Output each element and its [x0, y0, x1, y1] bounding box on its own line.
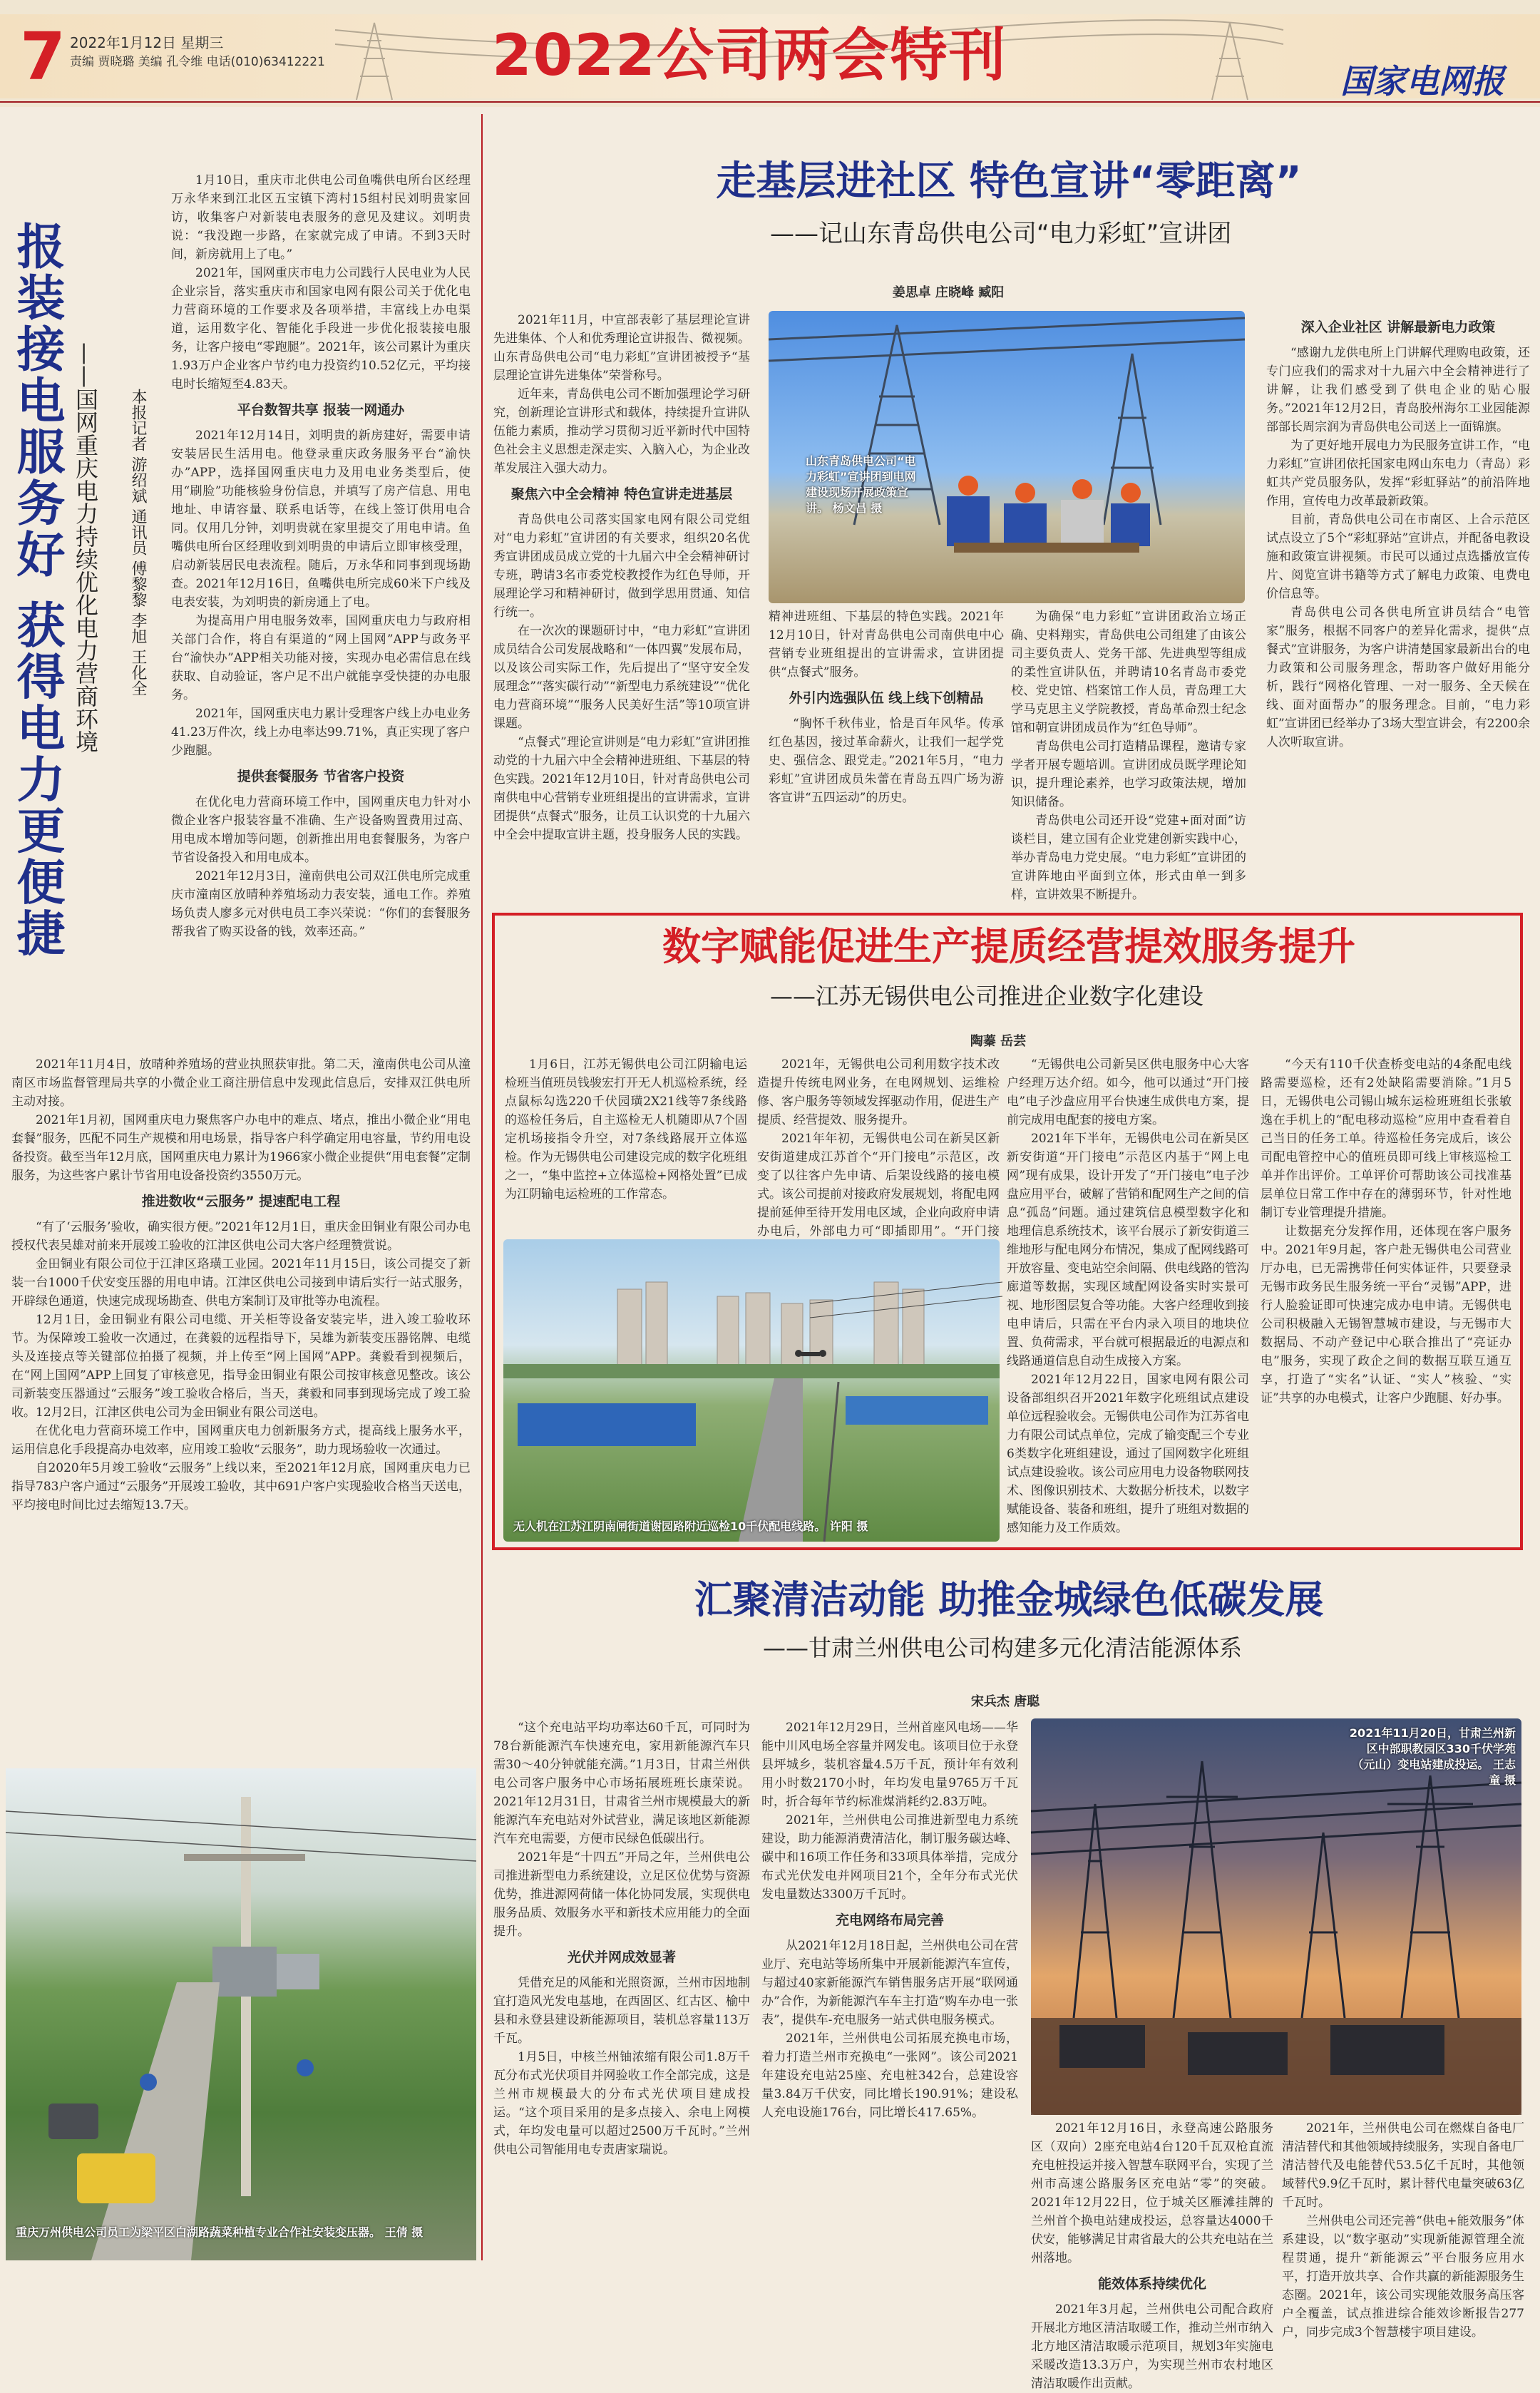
article-paragraph: 2021年，国网重庆电力累计受理客户线上办电业务41.23万件次，线上办电率达99.71%，真正实现了客户少跑腿。: [171, 707, 471, 758]
left-article-photo: [6, 1768, 476, 2260]
article-paragraph: 凭借充足的风能和光照资源，兰州市因地制宜打造风光发电基地，在西固区、红古区、榆中县和永登县建设新能源项目，装机总容量113万千瓦。: [493, 1976, 750, 2046]
article-paragraph: 1月5日，中核兰州铀浓缩有限公司1.8万千瓦分布式光伏项目并网验收工作全部完成，这是兰州市规模最大的分布式光伏项目建成投运。“这个项目采用的是多点接入、余电上网模式，年均发电量可以超过2500万千瓦时。”兰州供电公司智能用电专责唐家瑞说。: [493, 2050, 750, 2157]
header-editors: 责编 贾晓璐 美编 孔令维 电话(010)63412221: [70, 55, 325, 69]
wuxi-col1: [505, 1055, 747, 1234]
drone-city-graphic: [503, 1239, 1000, 1542]
section-title: 平台数智共享 报装一网通办: [237, 402, 405, 418]
lanzhou-col4: [1282, 2119, 1524, 2340]
article-paragraph: 金田铜业有限公司位于江津区珞璜工业园。2021年11月15日，该公司提交了新装一台1000千伏安变压器的用电申请。江津区供电公司接到申请后实行一站式服务，开辟绿色通道，快速完成现场勘查、供电方案制订及审批等办电流程。: [11, 1257, 471, 1308]
lanzhou-headline: 汇聚清洁动能 助推金城绿色低碳发展: [694, 1577, 1324, 1622]
article-paragraph: 2021年，兰州供电公司在燃煤自备电厂清洁替代和其他领域持续服务，实现自备电厂清洁替代及电能替代53.5亿千瓦时，其他领域替代9.9亿千瓦时，累计替代电量突破63亿千瓦时。: [1282, 2121, 1524, 2210]
header-rule: [0, 101, 1540, 103]
section-title: 提供套餐服务 节省客户投资: [237, 769, 405, 784]
article-paragraph: 2021年下半年，无锡供电公司在新吴区新安街道“开门接电”示范区内基于“网上电网”现有成果，设计开发了“开门接电”电子沙盘应用平台，破解了营销和配网生产之间的信息“孤岛”问题。通过建筑信息模型数字化和地理信息系统技术，该平台展示了新安街道三维地形与配电网分布情况，集成了配网线路可开放容量、变电站空余间隔、供电线路的管沟廊道等数据，实现区域配网设备实时实景可视、地形图层复合等功能。大客户经理收到接电申请后，只需在平台内录入项目的地块位置、负荷需求，平台就可根据最近的电源点和线路通道信息自动生成接入方案。: [1007, 1132, 1249, 1368]
wuxi-col4: [1261, 1055, 1511, 1540]
article-paragraph: “有了‘云服务’验收，确实很方便。”2021年12月1日，重庆金田铜业有限公司办电授权代表吴雄对前来开展竣工验收的江津区供电公司大客户经理赞赏说。: [11, 1220, 471, 1253]
article-paragraph: 为确保“电力彩虹”宣讲团政治立场正确、史料翔实，青岛供电公司组建了由该公司主要负责人、党务干部、先进典型等组成的柔性宣讲队伍，并聘请10名青岛市委党校、党史馆、档案馆工作人员，青岛理工大学马克思主义学院教授，青岛革命烈士纪念馆和朝宣讲团成员作为“红色导师”。: [1011, 610, 1246, 735]
article-paragraph: 1月6日，江苏无锡供电公司江阴输电运检班当值班员钱骏宏打开无人机巡检系统，经点鼠标勾选220千伏园璜2X21线等7条线路的巡检任务后，自主巡检无人机随即从7个固定机场接指令升空，对7条线路展开立体巡检。作为无锡供电公司建设完成的数字化班组之一，“集中监控+立体巡检+网格处置”已成为江阴输电运检班的工作常态。: [505, 1057, 747, 1201]
qingdao-col1: [493, 311, 750, 903]
section-title: 充电网络布局完善: [835, 1912, 944, 1928]
article-paragraph: “今天有110千伏查桥变电站的4条配电线路需要巡检，还有2处缺陷需要消除。”1月5日，无锡供电公司锡山城东运检班班组长张敏逸在手机上的“配电移动巡检”应用中查看着自己当日的任务工单。待巡检任务完成后，该公司配电管控中心的值班员即可线上审核巡检工单并作出评价。工单评价可帮助该公司找准基层单位日常工作中存在的薄弱环节，针对性地制订专业管理提升措施。: [1261, 1057, 1511, 1220]
photo-caption: 无人机在江苏江阴南闸街道谢园路附近巡检10千伏配电线路。 许阳 摄: [513, 1520, 868, 1533]
article-paragraph: 2021年12月14日，刘明贵的新房建好，需要申请安装居民生活用电。他登录重庆政务服务平台“渝快办”APP，选择国网重庆电力及用电业务类型后，使用“刷脸”功能核验身份信息，并填写了房产信息、用电地址、申请容量、联系电话等，在线上签订供用电合同。仅用几分钟，刘明贵就在家里提交了用电申请。鱼嘴供电所台区经理收到刘明贵的申请后立即审核受理，启动新装居民电表流程。随后，万永华和同事到现场勘查。2021年12月16日，鱼嘴供电所完成60米下户线及电表安装，为刘明贵的新房通上了电。: [171, 429, 471, 610]
section-title: 深入企业社区 讲解最新电力政策: [1300, 319, 1496, 335]
qingdao-byline: 姜思卓 庄晓峰 臧阳: [892, 285, 1005, 300]
article-paragraph: 精神进班组、下基层的特色实践。2021年12月10日，针对青岛供电公司南供电中心营销专业班组提出的宣讲需求，宣讲团提供“点餐式”服务。: [769, 610, 1004, 680]
article-paragraph: 兰州供电公司还完善“供电+能效服务”体系建设，以“数字驱动”实现新能源管理全流程贯通，提升“新能源云”平台服务应用水平，打造开放共享、合作共赢的新能源服务生态圈。2021年，该公司实现能效服务高压客户全覆盖，试点推进综合能效诊断报告277户，同步完成3个智慧楼宇项目建设。: [1282, 2214, 1524, 2340]
wuxi-headline: 数字赋能促进生产提质经营提效服务提升: [662, 924, 1355, 969]
article-paragraph: 在优化电力营商环境工作中，国网重庆电力创新服务方式，提高线上服务水平，运用信息化手段提高办电效率，应用竣工验收“云服务”，助力现场验收一次通过。: [11, 1424, 471, 1457]
left-article-subheadline: ——国网重庆电力持续优化电力营商环境: [72, 342, 99, 753]
article-paragraph: 2021年，国网重庆市电力公司践行人民电业为人民企业宗旨，落实重庆市和国家电网有限公司关于优化电力营商环境的工作要求及各项举措，丰富线上办电渠道，运用数字化、智能化手段进一步优化报装接电服务，让客户接电“零跑腿”。2021年，该公司累计为重庆1.93万户企业客户节约电力投资约10.52亿元，平均接电时长缩短至4.83天。: [171, 266, 471, 391]
article-paragraph: 为提高用户用电服务效率，国网重庆电力与政府相关部门合作，将自有渠道的“网上国网”APP与政务平台“渝快办”APP相关功能对接，实现办电必需信息在线获取、自动验证，客户足不出户就能享受快捷的办电服务。: [171, 614, 471, 702]
lanzhou-col1: [493, 1718, 750, 2264]
lanzhou-col3: [1031, 2119, 1273, 2391]
page-number: 7: [20, 19, 66, 95]
article-paragraph: 2021年，无锡供电公司利用数字技术改造提升传统电网业务，在电网规划、运维检修、客户服务等领域发挥驱动作用，促进生产提质、经营提效、服务提升。: [757, 1057, 1000, 1127]
newspaper-name: 国家电网报: [1340, 62, 1504, 101]
lanzhou-byline: 宋兵杰 唐聪: [970, 1694, 1040, 1709]
article-paragraph: 2021年11月4日，放晴种养殖场的营业执照获审批。第二天，潼南供电公司从潼南区市场监督管理局共享的小微企业工商注册信息中发现此信息后，安排双江供电所主动对接。: [11, 1057, 471, 1109]
section-title: 外引内选强队伍 线上线下创精品: [789, 690, 984, 706]
article-paragraph: 让数据充分发挥作用，还体现在客户服务中。2021年9月起，客户赴无锡供电公司营业厅办电，已无需携带任何实体证件，只要登录无锡市政务民生服务统一平台“灵锡”APP，进行人脸验证即可快速完成办电申请。无锡供电公司积极融入无锡智慧城市建设，与无锡市大数据局、不动产登记中心联合推出了“亮证办电”服务，实现了政企之间的数据互联互通互享，打造了“实名”认证、“实人”核验、“实证”共享的办电模式，让客户少跑腿、好办事。: [1261, 1224, 1511, 1405]
lanzhou-photo: [1031, 1718, 1521, 2115]
column-divider: [481, 114, 483, 2260]
qingdao-photo: [769, 311, 1245, 603]
article-paragraph: “无锡供电公司新吴区供电服务中心大客户经理万达介绍。如今，他可以通过“开门接电”电子沙盘应用平台快速生成供电方案，提前完成用电配套的接电方案。: [1007, 1057, 1249, 1127]
qingdao-headline: 走基层进社区 特色宣讲“零距离”: [716, 158, 1302, 205]
lanzhou-subheadline: ——甘肃兰州供电公司构建多元化清洁能源体系: [763, 1634, 1243, 1661]
qingdao-col3: [1011, 608, 1246, 900]
section-title: 光伏并网成效显著: [567, 1949, 676, 1965]
article-paragraph: 2021年12月22日，国家电网有限公司设备部组织召开2021年数字化班组试点建设单位远程验收会。无锡供电公司作为江苏省电力有限公司试点单位，完成了输变配三个专业6类数字化班组建设，通过了国网数字化班组试点建设验收。该公司应用电力设备物联网技术、图像识别技术、大数据分析技术，以数字赋能设备、装备和班组，提升了班组对数据的感知能力及工作质效。: [1007, 1373, 1249, 1535]
article-paragraph: 2021年12月3日，潼南供电公司双江供电所完成重庆市潼南区放晴种养殖场动力表安装，通电工作。养殖场负责人廖多元对供电员工李兴荣说：“你们的套餐服务帮我省了购买设备的钱，效率还高。”: [171, 869, 471, 939]
article-paragraph: 在优化电力营商环境工作中，国网重庆电力针对小微企业客户报装容量不准确、生产设备购置费用过高、用电成本增加等问题，创新推出用电套餐服务，为客户节省设备投入和用电成本。: [171, 795, 471, 865]
lanzhou-col2: [761, 1718, 1018, 2264]
article-paragraph: 青岛供电公司还开设“党建+面对面”访谈栏目，建立国有企业党建创新实践中心，举办青岛电力党史展。“电力彩虹”宣讲团的宣讲阵地由平面到立体，形式由单一到多样，宣讲效果不断提升。: [1011, 814, 1246, 902]
article-paragraph: 2021年，兰州供电公司推进新型电力系统建设，助力能源消费清洁化，制订服务碳达峰、碳中和16项工作任务和33项具体举措，完成分布式光伏发电并网项目21个，全年分布式光伏发电量数达3300万千瓦时。: [761, 1813, 1018, 1902]
article-paragraph: 在一次次的课题研讨中，“电力彩虹”宣讲团成员结合公司发展战略和“一体四翼”发展布局，以及该公司实际工作，先后提出了“坚守安全发展理念”“落实碳行动”“新型电力系统建设”“优化电力营商环境”“服务人民美好生活”等10项宣讲课题。: [493, 624, 750, 731]
left-article-byline: 本报记者 游绍斌 通讯员 傅黎黎 李旭 王化全: [129, 389, 147, 696]
wuxi-subheadline: ——江苏无锡供电公司推进企业数字化建设: [770, 983, 1204, 1010]
article-paragraph: “点餐式”理论宣讲则是“电力彩虹”宣讲团推动党的十九届六中全会精神进班组、下基层的特色实践。2021年12月10日，针对青岛供电公司南供电中心营销专业班组提出的宣讲需求，宣讲团提供“点餐式”服务，让员工认识党的十九届六中全会中提取宣讲主题，投身服务人民的实践。: [493, 735, 750, 842]
special-issue-title: 2022公司两会特刊: [492, 22, 1007, 88]
wuxi-col3: [1007, 1055, 1249, 1540]
qingdao-col4: [1266, 311, 1530, 903]
article-paragraph: 青岛供电公司各供电所宣讲员结合“电管家”服务，根据不同客户的差异化需求，提供“点餐式”宣讲服务，为客户讲清楚国家最新出台的电力政策和公司服务理念，帮助客户做好用能分析，践行“网格化管理、一对一服务、全天候在线、面对面帮办”的服务理念。目前，“电力彩虹”宣讲团已经举办了3场大型宣讲会，有2200余人次听取宣讲。: [1266, 605, 1530, 749]
wuxi-byline: 陶蓁 岳芸: [970, 1034, 1027, 1049]
article-paragraph: 2021年年初，无锡供电公司在新吴区新安街道建成江苏首个“开门接电”示范区，改变了以往客户先申请、后架设线路的接电模式。该公司提前对接政府发展规划，将配电网提前延伸至待开发用电区域，企业向政府申请办电后，外部电力可“即插即用”。“开门接: [757, 1132, 1000, 1239]
article-paragraph: 2021年12月16日，永登高速公路服务区（双向）2座充电站4台120千瓦双枪直流充电桩投运并接入智慧车联网平台，实现了兰州市高速公路服务区充电站“零”的突破。2021年12月22日，位于城关区雁滩挂牌的兰州首个换电站建成投运，总容量达4000千伏安，能够满足甘肃省最大的公共充电站在兰州落地。: [1031, 2121, 1273, 2265]
article-paragraph: 近年来，青岛供电公司不断加强理论学习研究，创新理论宣讲形式和载体，持续提升宣讲队伍能力素质，推动学习贯彻习近平新时代中国特色社会主义思想走深走实、入脑入心，为企业改革发展注入强大动力。: [493, 387, 750, 476]
article-paragraph: 2021年，兰州供电公司拓展充换电市场，着力打造兰州市充换电“一张网”。该公司2021年建设充电站25座、充电桩342台，总建设容量3.84万千伏安，同比增长190.91%；建设私人充电设施176台，同比增长417.65%。: [761, 2031, 1018, 2120]
article-paragraph: 1月10日，重庆市北供电公司鱼嘴供电所台区经理万永华来到江北区五宝镇下湾村15组村民刘明贵家回访，收集客户对新装电表服务的意见及建议。刘明贵说：“我没跑一步路，在家就完成了申请。不到3天时间，新房就用上了电。”: [171, 173, 471, 262]
article-paragraph: 青岛供电公司打造精品课程，邀请专家学者开展专题培训。宣讲团成员既学理论知识，提升理论素养，也学习政策法规，增加知识储备。: [1011, 739, 1246, 809]
article-paragraph: 为了更好地开展电力为民服务宣讲工作，“电力彩虹”宣讲团依托国家电网山东电力（青岛）彩虹共产党员服务队，发挥“彩虹驿站”的前沿阵地作用，宣传电力改革最新政策。: [1266, 439, 1530, 508]
wuxi-photo: [503, 1239, 1000, 1542]
utility-pole-graphic: [6, 1768, 476, 2260]
article-paragraph: 从2021年12月18日起，兰州供电公司在营业厅、充电站等场所集中开展新能源汽车宣传，与超过40家新能源汽车销售服务店开展“联网通办”合作，为新能源汽车车主打造“购车办电一张表”，提供车-充电服务一站式供电服务模式。: [761, 1939, 1018, 2027]
photo-caption: 山东青岛供电公司“电力彩虹”宣讲团到电网建设现场开展政策宣讲。 杨文昌 摄: [806, 454, 916, 515]
article-paragraph: 2021年11月，中宣部表彰了基层理论宣讲先进集体、个人和优秀理论宣讲报告、微视频。山东青岛供电公司“电力彩虹”宣讲团被授予“基层理论宣讲先进集体”荣誉称号。: [493, 313, 750, 383]
article-paragraph: “这个充电站平均功率达60千瓦，可同时为78台新能源汽车快速充电，家用新能源汽车只需30～40分钟就能充满。”1月3日，甘肃兰州供电公司客户服务中心市场拓展班班长康荣说。2021年12月31日，甘肃省兰州市规模最大的新能源汽车充电站对外试营业，满足该地区新能源汽车充电需要，方便市民绿色低碳出行。: [493, 1721, 750, 1846]
article-paragraph: 目前，青岛供电公司在市南区、上合示范区试点设立了5个“彩虹驿站”宣讲点，并配备电教设施和政策宣讲视频。市民可以通过点选播放宣传片、阅览宣讲书籍等方式了解电力政策、电费电价信息等。: [1266, 513, 1530, 601]
article-paragraph: 自2020年5月竣工验收“云服务”上线以来，至2021年12月底，国网重庆电力已指导783户客户通过“云服务”开展竣工验收，其中691户客户实现验收合格当天送电，平均接电时间比过去缩短13.7天。: [11, 1461, 471, 1512]
photo-caption: 2021年11月20日，甘肃兰州新区中部职教园区330千伏学苑（元山）变电站建成投运。 王志童 摄: [1349, 1726, 1516, 1787]
article-paragraph: 青岛供电公司落实国家电网有限公司党组对“电力彩虹”宣讲团的有关要求，组织20名优秀宣讲团成员成立党的十九届六中全会精神研讨专班，聘请3名市委党校教授作为红色导师，开展理论学习和精神研讨，做到学思用贯通、知信行统一。: [493, 513, 750, 620]
section-title: 推进数收“云服务” 提速配电工程: [141, 1194, 341, 1209]
qingdao-col2: [769, 608, 1004, 900]
section-title: 能效体系持续优化: [1097, 2276, 1206, 2292]
wuxi-col2: [757, 1055, 1000, 1239]
article-paragraph: 2021年12月29日，兰州首座风电场——华能中川风电场全容量并网发电。该项目位于永登县坪城乡，装机容量4.5万千瓦，预计年有效利用小时数2170小时，年均发电量9765万千瓦时，折合每年节约标准煤消耗约2.83万吨。: [761, 1721, 1018, 1809]
article-paragraph: 2021年3月起，兰州供电公司配合政府开展北方地区清洁取暖工作，推动兰州市纳入北方地区清洁取暖示范项目，规划3年实施电采暖改造13.3万户，为实现兰州市农村地区清洁取暖作出贡献。: [1031, 2302, 1273, 2391]
section-title: 聚焦六中全会精神 特色宣讲走进基层: [510, 486, 733, 502]
article-paragraph: “胸怀千秋伟业，恰是百年风华。传承红色基因，接过革命薪火，让我们一起学党史、强信念、跟党走。”2021年5月，“电力彩虹”宣讲团成员朱蕾在青岛五四广场为游客宣讲“五四运动”的历史。: [769, 717, 1004, 805]
article-paragraph: 12月1日，金田铜业有限公司电缆、开关柜等设备安装完毕，进入竣工验收环节。为保障竣工验收一次通过，在龚毅的远程指导下，吴雄为新装变压器铭牌、电缆头及连接点等关键部位拍摄了视频，并上传至“网上国网”APP。龚毅看到视频后，在“网上国网”APP上回复了审核意见，指导金田铜业有限公司按审核意见整改。该公司新装变压器通过“云服务”竣工验收合格后，当天，龚毅和同事到现场完成了竣工验收。12月2日，江津区供电公司为金田铜业有限公司送电。: [11, 1313, 471, 1420]
article-paragraph: “感谢九龙供电所上门讲解代理购电政策，还专门应我们的需求对十九届六中全会精神进行了讲解，让我们感受到了供电企业的贴心服务。”2021年12月2日，青岛胶州海尔工业园能源部部长周宗润为青岛供电公司送上一面锦旗。: [1266, 346, 1530, 434]
article-paragraph: 2021年是“十四五”开局之年，兰州供电公司推进新型电力系统建设，立足区位优势与资源优势，推进源网荷储一体化协同发展，实现供电服务品质、效服务水平和新技术应用能力的全面提升。: [493, 1850, 750, 1939]
left-article-headline: 报装接电服务好 获得电力更便捷: [9, 221, 65, 960]
left-article-col2: [11, 1055, 471, 1761]
article-paragraph: 2021年1月初，国网重庆电力聚焦客户办电中的难点、堵点，推出小微企业“用电套餐”服务，匹配不同生产规模和用电场景，指导客户科学确定用电容量，节约用电设备投资。截至当年12月底，国网重庆电力累计为1966家小微企业提供“用电套餐”定制服务，为这些客户累计节省用电设备投资约3550万元。: [11, 1113, 471, 1183]
photo-caption: 重庆万州供电公司员工为梁平区白湖路蔬菜种植专业合作社安装变压器。 王倩 摄: [16, 2225, 423, 2239]
header: [0, 0, 1540, 107]
qingdao-subheadline: ——记山东青岛供电公司“电力彩虹”宣讲团: [770, 220, 1232, 248]
left-article-col1: [171, 171, 471, 1048]
header-date: 2022年1月12日 星期三: [70, 34, 224, 51]
